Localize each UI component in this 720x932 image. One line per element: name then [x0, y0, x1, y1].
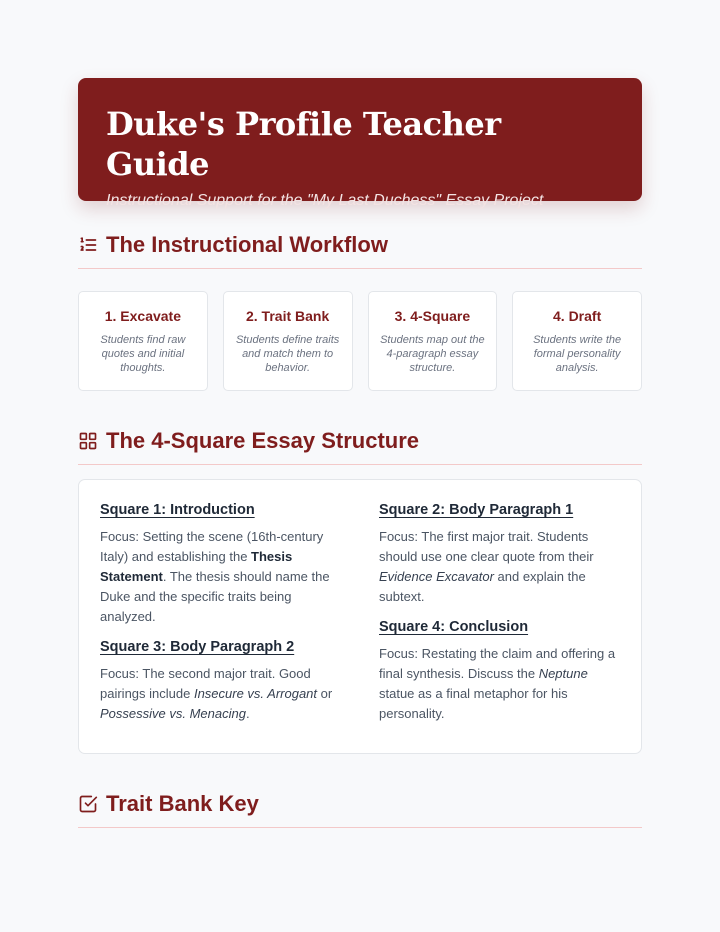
square-2-text: and explain the subtext. [379, 569, 586, 604]
square-column-right [379, 502, 620, 733]
step-description: Students map out the 4-paragraph essay structure. [380, 334, 485, 374]
step-title: 3. 4-Square [394, 308, 471, 324]
square-1-text: Focus: Setting the scene (16th-century Italy) and establishing the [100, 529, 324, 564]
trait-pairing: Insecure vs. Arrogant [193, 686, 318, 701]
step-description: Students find raw quotes and initial thoughts. [100, 334, 186, 374]
structure-section-header [78, 428, 642, 465]
square-3-text: or [317, 686, 333, 701]
grid-icon [78, 431, 98, 451]
square-column-left [100, 502, 341, 733]
square-1-text: . The thesis should name the Duke and the specific traits being analyzed. [100, 569, 330, 624]
square-1-title: Square 1: Introduction [100, 502, 255, 518]
square-1-body [100, 527, 341, 627]
workflow-section-header [78, 232, 642, 269]
workflow-step-4-square [368, 291, 498, 391]
workflow-steps [78, 291, 642, 391]
page-subtitle: Instructional Support for the "My Last Duchess" Essay Project [106, 192, 544, 209]
structure-heading: The 4-Square Essay Structure [106, 428, 420, 453]
evidence-excavator-term: Evidence Excavator [379, 569, 494, 584]
step-title: 1. Excavate [104, 308, 182, 324]
workflow-step-excavate [78, 291, 208, 391]
workflow-heading: The Instructional Workflow [106, 232, 388, 257]
square-2-body [379, 527, 620, 607]
square-4-body [379, 644, 620, 724]
checkbox-icon [78, 794, 98, 814]
step-title: 2. Trait Bank [245, 308, 330, 324]
square-3-title: Square 3: Body Paragraph 2 [100, 639, 295, 655]
teacher-guide-page [78, 78, 642, 828]
step-description: Students define traits and match them to behavior. [235, 334, 340, 374]
four-square-card [78, 479, 642, 754]
trait-bank-section-header [78, 791, 642, 828]
trait-bank-heading: Trait Bank Key [106, 791, 259, 816]
workflow-step-trait-bank [223, 291, 353, 391]
square-3-body [100, 664, 341, 724]
square-3-text: Focus: The second major trait. Good pairings include [100, 666, 311, 701]
workflow-step-draft [512, 291, 642, 391]
step-title: 4. Draft [553, 308, 602, 324]
square-4-text: statue as a final metaphor for his personality. [379, 686, 568, 721]
square-4-title: Square 4: Conclusion [379, 619, 529, 635]
neptune-term: Neptune [538, 666, 588, 681]
header-banner [78, 78, 642, 209]
square-2-title: Square 2: Body Paragraph 1 [379, 502, 574, 518]
step-description: Students write the formal personality analysis. [533, 334, 622, 374]
list-ordered-icon [78, 235, 98, 255]
square-2-text: Focus: The first major trait. Students should use one clear quote from their [379, 529, 594, 564]
page-title: Duke's Profile Teacher Guide [106, 105, 501, 183]
square-4-text: Focus: Restating the claim and offering a final synthesis. Discuss the [379, 646, 616, 681]
trait-pairing: Possessive vs. Menacing [100, 706, 246, 721]
thesis-statement-term: Thesis Statement [100, 549, 293, 584]
square-3-text: . [245, 706, 250, 721]
